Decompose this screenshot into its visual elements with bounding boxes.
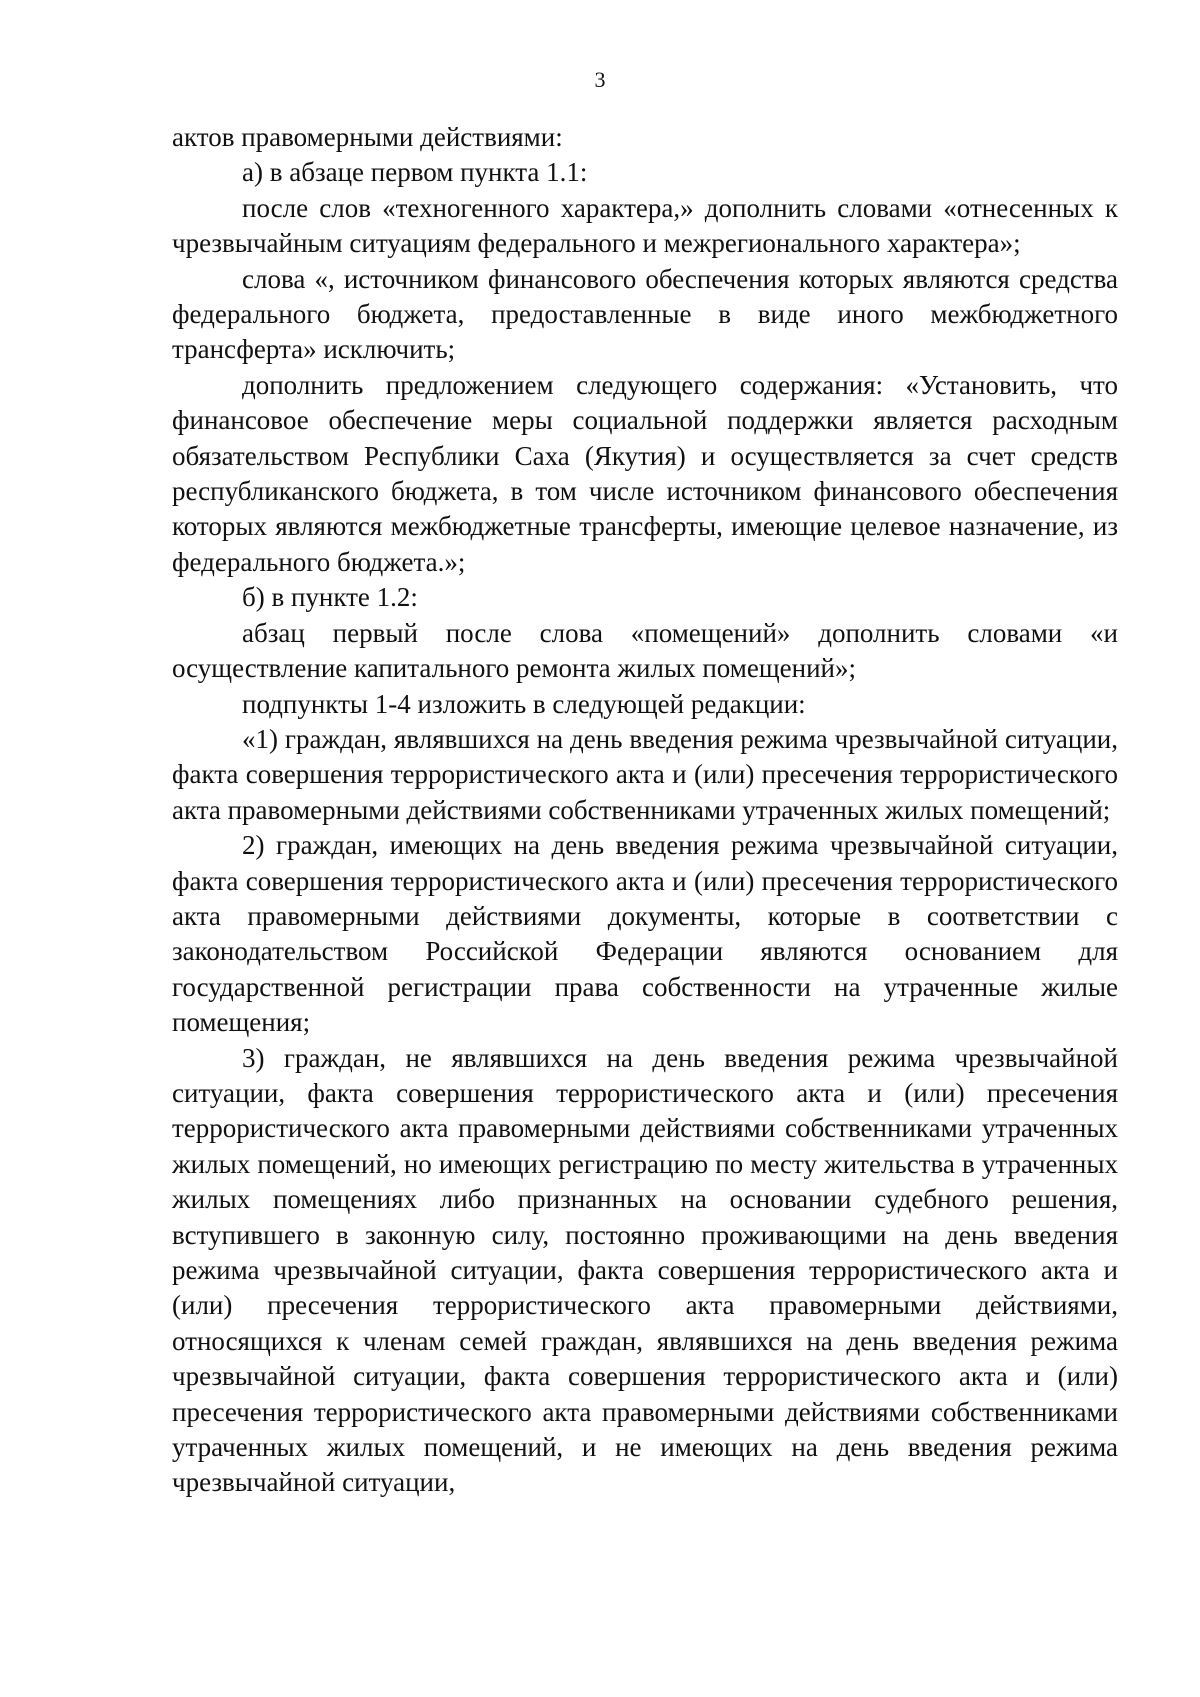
page-number: 3 — [594, 67, 606, 92]
paragraph: слова «, источником финансового обеспечения которых являются средства федерального бюджета, предоставленные в виде иного межбюджетного трансферта» исключить; — [172, 263, 1118, 365]
paragraph: актов правомерными действиями: — [172, 122, 563, 152]
paragraph: 3) граждан, не являвшихся на день введения режима чрезвычайной ситуации, факта совершения террористического акта и (или) пресечения террористического акта правомерными действиями собственниками утраченных жилых помещений, но имеющих регистрацию по месту жительства в утраченных жилых помещениях либо признанных на основании судебного решения, вступившего в законную силу, постоянно проживающими на день введения режима чрезвычайной ситуации, факта совершения террористического акта и (или) пресечения террористического акта правомерными действиями, относящихся к членам семей граждан, являвшихся на день введения режима чрезвычайной ситуации, факта совершения террористического акта и (или) пресечения террористического акта правомерными действиями собственниками утраченных жилых помещений, и не имеющих на день введения режима чрезвычайной ситуации, — [172, 1042, 1118, 1498]
paragraph: абзац первый после слова «помещений» дополнить словами «и осуществление капитального ремонта жилых помещений»; — [172, 617, 1118, 684]
paragraph: 2) граждан, имеющих на день введения режима чрезвычайной ситуации, факта совершения террористического акта и (или) пресечения террористического акта правомерными действиями документы, которые в соответствии с законодательством Российской Федерации являются основанием для государственной регистрации права собственности на утраченные жилые помещения; — [172, 830, 1118, 1038]
paragraph: дополнить предложением следующего содержания: «Установить, что финансовое обеспечение меры социальной поддержки является расходным обязательством Республики Саха (Якутия) и осуществляется за счет средств республиканского бюджета, в том числе источником финансового обеспечения которых являются межбюджетные трансферты, имеющие целевое назначение, из федерального бюджета.»; — [172, 369, 1118, 577]
paragraph: а) в абзаце первом пункта 1.1: — [242, 157, 588, 188]
paragraph: «1) граждан, являвшихся на день введения режима чрезвычайной ситуации, факта совершения террористического акта и (или) пресечения террористического акта правомерными действиями собственниками утраченных жилых помещений; — [172, 723, 1118, 825]
document-body — [172, 120, 1118, 1501]
paragraph: после слов «техногенного характера,» дополнить словами «отнесенных к чрезвычайным ситуациям федерального и межрегионального характера»; — [172, 192, 1118, 259]
paragraph: подпункты 1-4 изложить в следующей редакции: — [242, 688, 806, 719]
paragraph: б) в пункте 1.2: — [242, 582, 418, 613]
